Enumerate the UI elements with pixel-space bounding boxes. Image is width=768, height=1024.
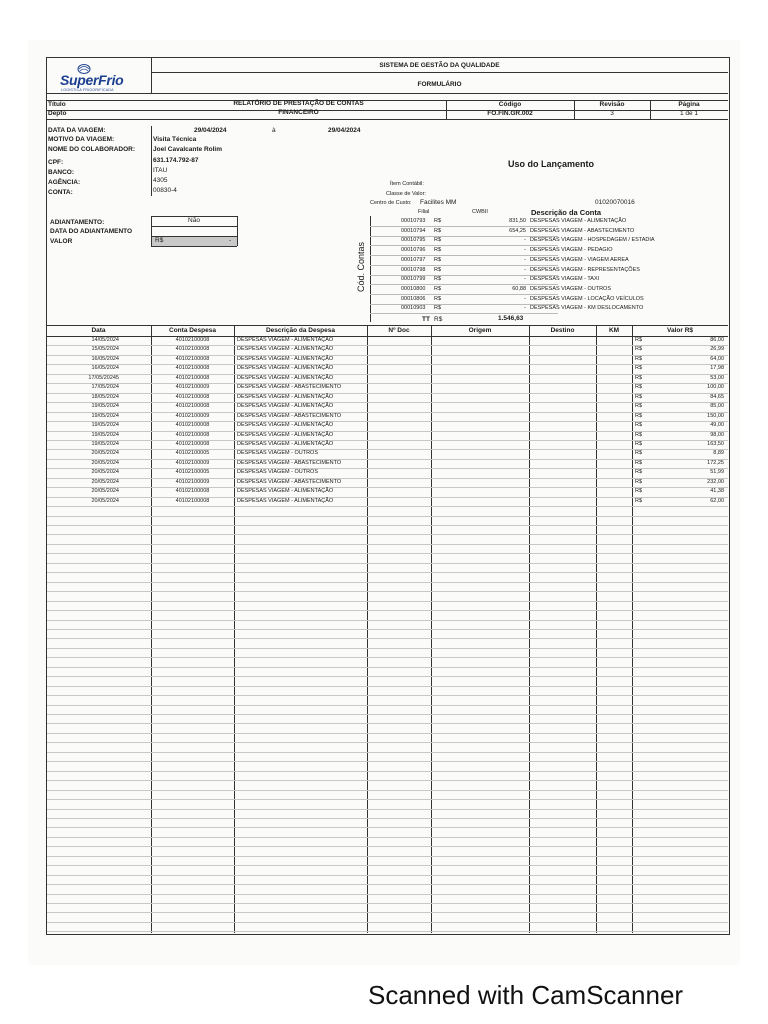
row-valor: 86,00 [710,337,724,343]
conta-value: 00830-4 [153,187,177,194]
table-row-rule [47,572,728,573]
row-valor: 100,00 [707,384,724,391]
table-row-rule [47,412,728,413]
table-row-rule [47,761,728,762]
row-description: DESPESAS VIAGEM - ABASTECIMENTO [237,459,342,466]
table-row-rule [47,459,728,460]
header-rule [151,72,728,73]
data-viagem-end: 29/04/2024 [328,127,361,134]
table-row-rule [47,638,728,639]
table-row-rule [47,818,728,819]
depto-value: FINANCEIRO [278,109,319,116]
table-row-rule [47,648,728,649]
row-conta: 40102100009 [175,384,210,391]
row-description: DESPESAS VIAGEM - OUTROS [237,450,318,457]
valor-dash: - [229,237,232,244]
table-row-rule [47,846,728,847]
row-date: 20/05/2024 [91,459,119,466]
table-row-rule [47,563,728,564]
table-row-rule [47,894,728,895]
account-value: 60,88 [512,285,526,292]
table-top-rule [46,325,728,326]
account-value: - [524,266,526,273]
table-row-rule [47,497,728,498]
valor-currency: R$ [155,237,164,244]
table-row-rule [47,440,728,441]
table-row-rule [47,856,728,857]
account-description: DESPESAS VIAGEM - OUTROS [530,285,611,292]
table-row-rule [47,884,728,885]
account-description: DESPESAS VIAGEM - TAXI [530,276,600,283]
table-row-rule [47,374,728,375]
table-row-rule [47,620,728,621]
row-valor: 62,00 [710,497,724,504]
table-row-rule [47,610,728,611]
item-contabil-label: Ítem Contábil: [390,181,424,187]
account-value: - [524,305,526,312]
data-viagem-label: DATA DA VIAGEM: [48,127,106,134]
motivo-label: MOTIVO DA VIAGEM: [48,136,115,143]
table-row-rule [47,875,728,876]
row-description: DESPESAS VIAGEM - OUTROS [237,469,318,476]
row-conta: 40102100009 [175,478,210,485]
total-currency: R$ [434,316,443,323]
account-value: - [524,247,526,254]
account-code: 00010798 [401,266,426,273]
adiant-rule [151,246,237,247]
row-description: DESPESAS VIAGEM - ABASTECIMENTO [237,412,342,419]
account-currency: R$ [434,256,442,263]
data-adiant-label: DATA DO ADIANTAMENTO [50,228,133,235]
row-currency: R$ [635,355,643,362]
account-code: 00010793 [401,218,426,224]
cod-contas-label: Cód. Contas [356,241,367,293]
row-date: 19/05/2024 [91,440,119,447]
table-row-rule [47,837,728,838]
row-valor: 85,00 [710,403,724,410]
row-currency: R$ [635,459,643,466]
account-value: - [524,237,526,244]
row-conta: 40102100009 [175,459,210,466]
account-code: 00010795 [401,237,426,244]
row-date: 20/05/2024 [91,488,119,495]
account-currency: R$ [434,285,442,292]
conta-label: CONTA: [48,189,73,196]
codigo-value: FO.FIN.GR.002 [487,110,533,117]
table-header-rule [46,336,728,337]
cpf-label: CPF: [48,159,64,166]
col-header-km: KM [608,327,620,334]
table-row-rule [47,771,728,772]
row-currency: R$ [635,384,643,391]
row-currency: R$ [635,365,643,372]
row-currency: R$ [635,374,643,381]
row-date: 17/05/2024 [91,384,119,391]
cpf-value: 631.174.792-87 [153,157,199,164]
account-description: DESPESAS VIAGEM - LOCAÇÃO VEÍCULOS [530,295,644,302]
row-date: 14/05/2024 [91,337,119,343]
row-valor: 17,98 [710,365,724,372]
account-code: 00010800 [401,285,426,292]
row-rule [46,119,728,120]
row-date: 17/05/20245 [88,374,119,381]
classe-valor-label: Classe de Valor: [386,191,426,197]
row-valor: 53,00 [710,374,724,381]
pagina-value: 1 de 1 [679,110,699,117]
row-description: DESPESAS VIAGEM - ALIMENTAÇÃO [237,374,334,381]
accounts-left-rule [370,216,371,322]
adiantamento-label: ADIANTAMENTO: [50,219,105,226]
row-date: 20/05/2024 [91,478,119,485]
row-description: DESPESAS VIAGEM - ALIMENTAÇÃO [237,337,334,343]
row-currency: R$ [635,450,643,457]
account-currency: R$ [434,305,442,312]
account-currency: R$ [434,247,442,254]
row-valor: 64,00 [710,355,724,362]
total-value: 1.546,63 [498,315,524,322]
row-valor: 232,00 [707,478,724,485]
table-row-rule [47,922,728,923]
table-row-rule [47,591,728,592]
uso-title: Uso do Lançamento [508,159,595,169]
logo: SuperFrio [60,72,124,88]
row-valor: 98,00 [710,431,724,438]
row-description: DESPESAS VIAGEM - ALIMENTAÇÃO [237,365,334,372]
row-date: 19/05/2024 [91,431,119,438]
account-description: DESPESAS VIAGEM - VIAGEM AEREA [530,256,629,263]
row-conta: 40102100008 [175,488,210,495]
col-header-ndoc: Nº Doc [388,327,410,334]
table-row-rule [47,355,728,356]
row-currency: R$ [635,440,643,447]
nome-value: Joel Cavalcante Rolim [153,146,222,153]
table-row-rule [47,705,728,706]
row-description: DESPESAS VIAGEM - ALIMENTAÇÃO [237,393,334,400]
col-header-data: Data [91,327,106,334]
table-row-rule [47,544,728,545]
row-date: 20/05/2024 [91,450,119,457]
row-description: DESPESAS VIAGEM - ALIMENTAÇÃO [237,422,334,429]
info-col-rule [151,126,152,196]
row-conta: 40102100009 [175,412,210,419]
account-value: - [524,295,526,302]
table-row-rule [47,695,728,696]
table-row-rule [47,629,728,630]
table-row-rule [47,449,728,450]
table-row-rule [47,383,728,384]
row-currency: R$ [635,478,643,485]
row-date: 19/05/2024 [91,422,119,429]
row-currency: R$ [635,469,643,476]
valor-field [152,237,237,246]
account-code: 00010806 [401,295,426,302]
table-row-rule [47,752,728,753]
row-valor: 51,99 [710,469,724,476]
account-description: DESPESAS VIAGEM - REPRESENTAÇÕES [530,266,640,273]
row-valor: 49,00 [710,422,724,429]
revisao-label: Revisão [599,101,625,108]
depto-label: Depto [48,110,67,117]
adiant-col-rule [237,216,238,246]
account-currency: R$ [434,237,442,244]
row-conta: 40102100008 [175,440,210,447]
row-date: 15/05/2024 [91,346,119,353]
table-row-rule [47,534,728,535]
table-row-rule [47,506,728,507]
table-row-rule [47,478,728,479]
row-conta: 40102100005 [175,469,210,476]
camscanner-watermark: Scanned with CamScanner [368,980,684,1010]
row-description: DESPESAS VIAGEM - ALIMENTAÇÃO [237,497,334,504]
table-row-rule [47,487,728,488]
account-value: 831,50 [509,218,526,224]
account-currency: R$ [434,218,442,224]
account-value: - [524,256,526,263]
row-date: 20/05/2024 [91,469,119,476]
total-label: TT [422,316,430,323]
table-row-rule [47,809,728,810]
row-description: DESPESAS VIAGEM - ABASTECIMENTO [237,384,342,391]
col-header-origem: Origem [468,327,492,334]
account-code: 00010797 [401,256,426,263]
row-valor: 163,50 [707,440,724,447]
adiant-rule [151,226,237,227]
row-conta: 40102100008 [175,337,210,343]
table-row-rule [47,667,728,668]
account-description: DESPESAS VIAGEM - KM DESLOCAMENTO [530,305,644,312]
account-value: - [524,276,526,283]
table-row-rule [47,780,728,781]
report-title: RELATÓRIO DE PRESTAÇÃO DE CONTAS [233,100,364,107]
row-valor: 172,25 [707,459,724,466]
table-row-rule [47,393,728,394]
table-row-rule [47,733,728,734]
row-currency: R$ [635,497,643,504]
row-currency: R$ [635,422,643,429]
account-code: 00010794 [401,227,426,234]
col-header-valor: Valor R$ [666,327,693,334]
row-currency: R$ [635,393,643,400]
account-description: DESPESAS VIAGEM - HOSPEDAGEM / ESTADIA [530,237,655,244]
table-row-rule [47,525,728,526]
table-row-rule [47,865,728,866]
col-header-destino: Destino [550,327,575,334]
row-valor: 26,99 [710,346,724,353]
data-viagem-start: 29/04/2024 [194,127,227,134]
account-description: DESPESAS VIAGEM - PEDAGIO [530,247,613,254]
motivo-value: Visita Técnica [153,136,197,143]
row-currency: R$ [635,403,643,410]
banco-label: BANCO: [48,169,74,176]
row-valor: 150,00 [707,412,724,419]
table-row-rule [47,402,728,403]
table-row-rule [47,421,728,422]
centro-custo-value: Facilites MM [420,199,457,206]
account-currency: R$ [434,276,442,283]
table-row-rule [47,742,728,743]
table-row-rule [47,553,728,554]
col-header-descricao: Descrição da Despesa [265,327,335,334]
row-conta: 40102100008 [175,346,210,353]
centro-custo-label: Centro de Custo: [370,200,412,206]
row-conta: 40102100008 [175,374,210,381]
row-conta: 40102100008 [175,365,210,372]
header-rule [46,93,728,94]
row-currency: R$ [635,337,643,343]
table-row-rule [47,431,728,432]
table-row-rule [47,790,728,791]
table-row-rule [47,468,728,469]
row-conta: 40102100008 [175,497,210,504]
account-description: DESPESAS VIAGEM - ALIMENTAÇÃO [530,218,627,224]
row-valor: 41,38 [710,488,724,495]
row-date: 16/05/2024 [91,365,119,372]
table-row-rule [47,686,728,687]
row-currency: R$ [635,346,643,353]
row-description: DESPESAS VIAGEM - ALIMENTAÇÃO [237,488,334,495]
table-row-rule [47,903,728,904]
table-row-rule [47,912,728,913]
account-currency: R$ [434,227,442,234]
row-description: DESPESAS VIAGEM - ALIMENTAÇÃO [237,403,334,410]
account-code: 00010796 [401,247,426,254]
account-code: 00010903 [401,305,426,312]
row-date: 20/05/2024 [91,497,119,504]
nome-label: NOME DO COLABORADOR: [48,146,136,153]
row-conta: 40102100008 [175,393,210,400]
row-date: 16/05/2024 [91,355,119,362]
row-conta: 40102100008 [175,355,210,362]
account-value: 654,25 [509,227,526,234]
row-description: DESPESAS VIAGEM - ALIMENTAÇÃO [237,355,334,362]
table-row-rule [47,345,728,346]
data-viagem-sep: à [272,127,276,134]
table-row-rule [47,931,728,932]
banco-value: ITAU [153,167,168,174]
titulo-label: Título [48,101,66,108]
row-date: 19/05/2024 [91,403,119,410]
account-currency: R$ [434,295,442,302]
table-row-rule [47,676,728,677]
row-date: 18/05/2024 [91,393,119,400]
filial-value: CWBII [472,209,488,215]
form-title: FORMULÁRIO [417,81,462,88]
row-date: 19/05/2024 [91,412,119,419]
account-code: 00010799 [401,276,426,283]
descricao-conta-header: Descrição da Conta [531,208,602,217]
revisao-value: 3 [610,110,614,117]
row-currency: R$ [635,431,643,438]
logo-tagline: LOGISTICA FRIGORIFICADA [61,88,114,92]
row-description: DESPESAS VIAGEM - ALIMENTAÇÃO [237,346,334,353]
pagina-label: Página [678,101,700,108]
filial-label: Filial [418,209,430,215]
agencia-label: AGÊNCIA: [48,179,81,186]
row-valor: 84,65 [710,393,724,400]
account-rule [370,313,558,314]
col-header-conta: Conta Despesa [169,327,216,334]
row-description: DESPESAS VIAGEM - ALIMENTAÇÃO [237,440,334,447]
agencia-value: 4305 [153,177,168,184]
table-row-rule [47,799,728,800]
row-currency: R$ [635,412,643,419]
account-currency: R$ [434,266,442,273]
row-currency: R$ [635,488,643,495]
row-conta: 40102100008 [175,403,210,410]
table-row-rule [47,516,728,517]
table-row-rule [47,582,728,583]
table-row-rule [47,827,728,828]
table-row-rule [47,657,728,658]
row-description: DESPESAS VIAGEM - ABASTECIMENTO [237,478,342,485]
table-row-rule [47,601,728,602]
row-conta: 40102100008 [175,422,210,429]
table-row-rule [47,723,728,724]
system-title: SISTEMA DE GESTÃO DA QUALIDADE [379,62,500,69]
centro-custo-code: 01020070016 [595,199,635,206]
table-row-rule [47,714,728,715]
codigo-label: Código [498,101,522,108]
row-conta: 40102100005 [175,450,210,457]
row-valor: 8,89 [713,450,724,457]
table-row-rule [47,364,728,365]
row-description: DESPESAS VIAGEM - ALIMENTAÇÃO [237,431,334,438]
row-conta: 40102100008 [175,431,210,438]
account-description: DESPESAS VIAGEM - ABASTECIMENTO [530,227,635,234]
adiantamento-value: Não [188,217,200,224]
valor-label: VALOR [50,238,73,245]
